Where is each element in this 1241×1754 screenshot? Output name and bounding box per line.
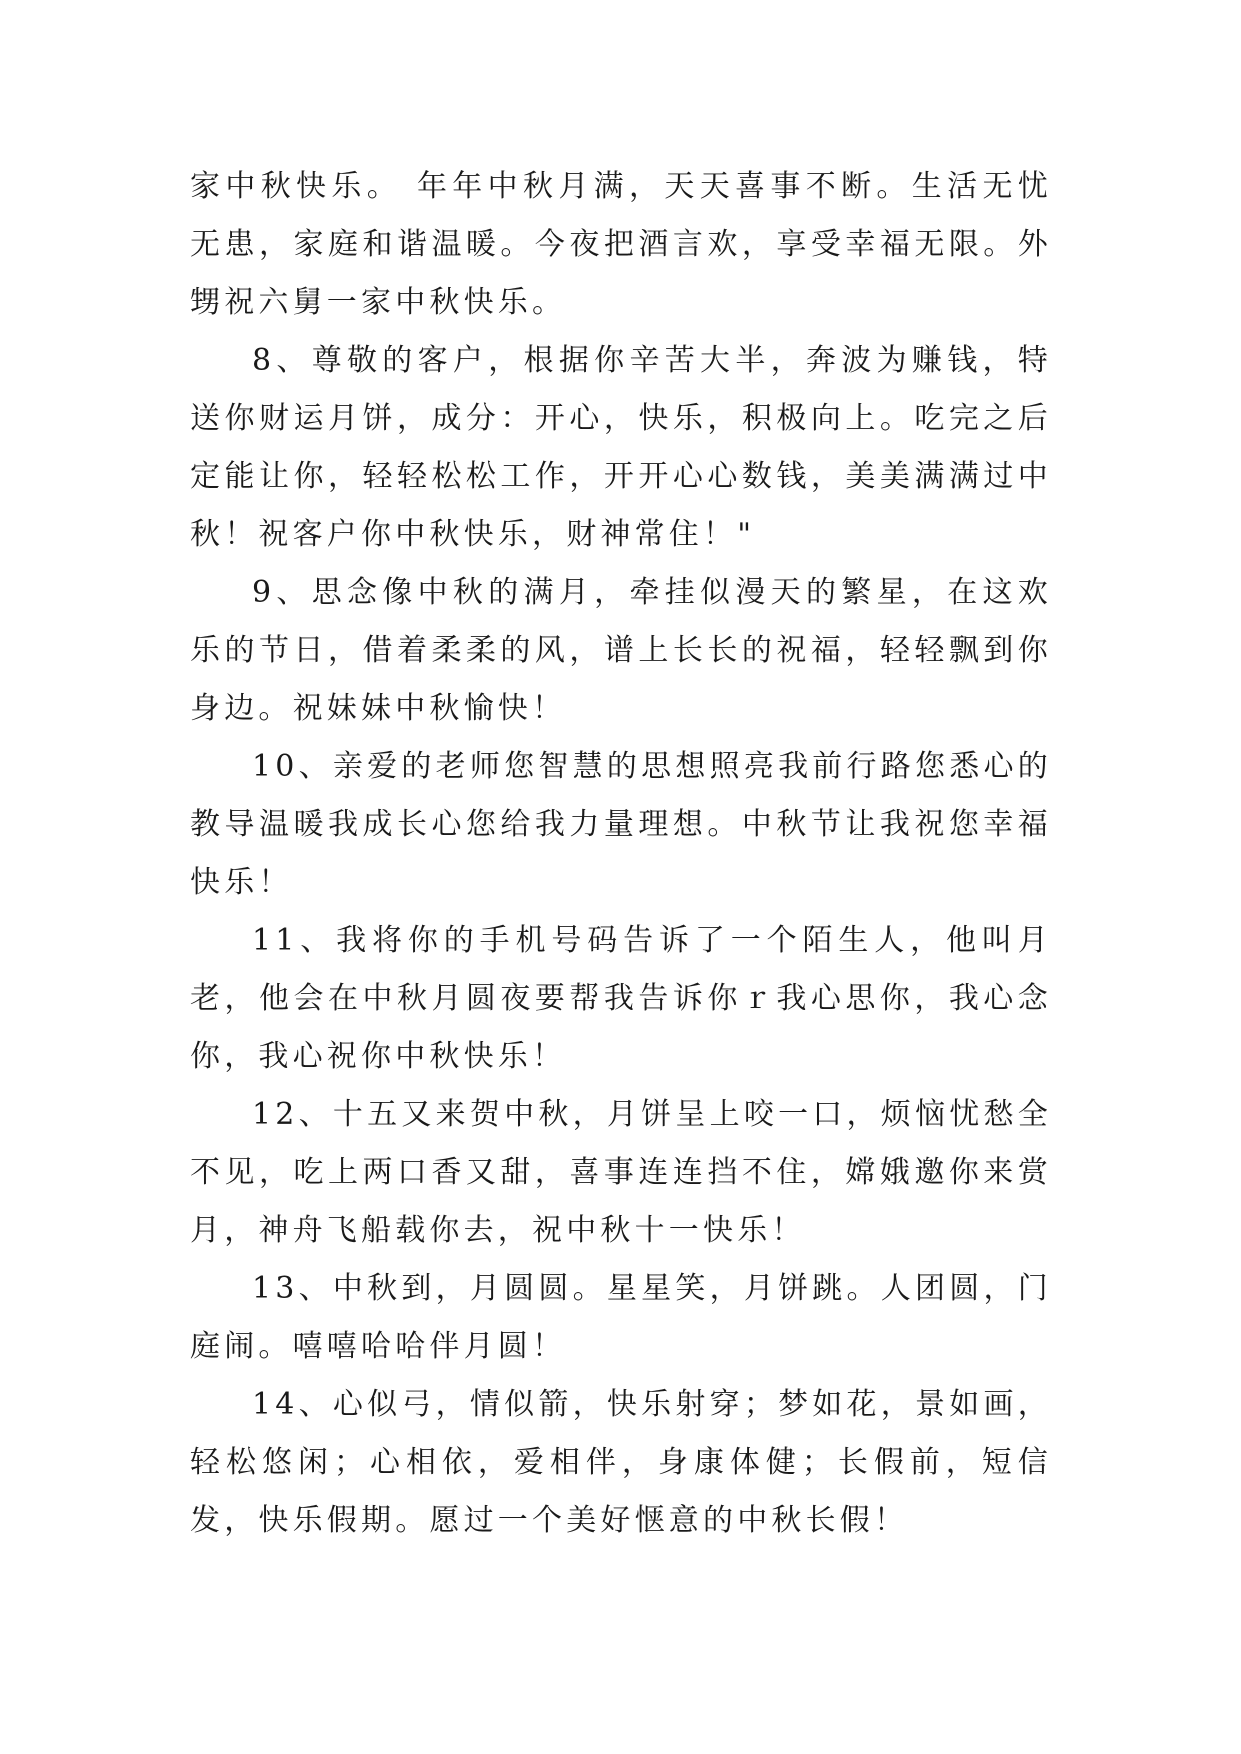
paragraph-item-9: 9、思念像中秋的满月，牵挂似漫天的繁星，在这欢乐的节日，借着柔柔的风，谱上长长的祝福，轻轻飘到你身边。祝妹妹中秋愉快！ [190,575,1052,726]
paragraph-continuation: 家中秋快乐。 年年中秋月满，天天喜事不断。生活无忧无患，家庭和谐温暖。今夜把酒言欢，享受幸福无限。外甥祝六舅一家中秋快乐。 [190,169,1052,320]
paragraph-item-10: 10、亲爱的老师您智慧的思想照亮我前行路您悉心的教导温暖我成长心您给我力量理想。中秋节让我祝您幸福快乐！ [190,749,1052,900]
paragraph-item-14: 14、心似弓，情似箭，快乐射穿；梦如花，景如画，轻松悠闲；心相依，爱相伴，身康体健；长假前，短信发，快乐假期。愿过一个美好惬意的中秋长假！ [190,1387,1052,1538]
paragraph-item-11: 11、我将你的手机号码告诉了一个陌生人，他叫月老，他会在中秋月圆夜要帮我告诉你ｒ我心思你，我心念你，我心祝你中秋快乐！ [190,923,1052,1074]
document-body [190,158,1052,1550]
paragraph-item-13: 13、中秋到，月圆圆。星星笑，月饼跳。人团圆，门庭闹。嘻嘻哈哈伴月圆！ [190,1271,1052,1364]
paragraph-item-8: 8、尊敬的客户，根据你辛苦大半，奔波为赚钱，特送你财运月饼，成分：开心，快乐，积极向上。吃完之后定能让你，轻轻松松工作，开开心心数钱，美美满满过中秋！祝客户你中秋快乐，财神常住！" [190,343,1052,552]
paragraph-item-12: 12、十五又来贺中秋，月饼呈上咬一口，烦恼忧愁全不见，吃上两口香又甜，喜事连连挡不住，嫦娥邀你来赏月，神舟飞船载你去，祝中秋十一快乐！ [190,1097,1052,1248]
